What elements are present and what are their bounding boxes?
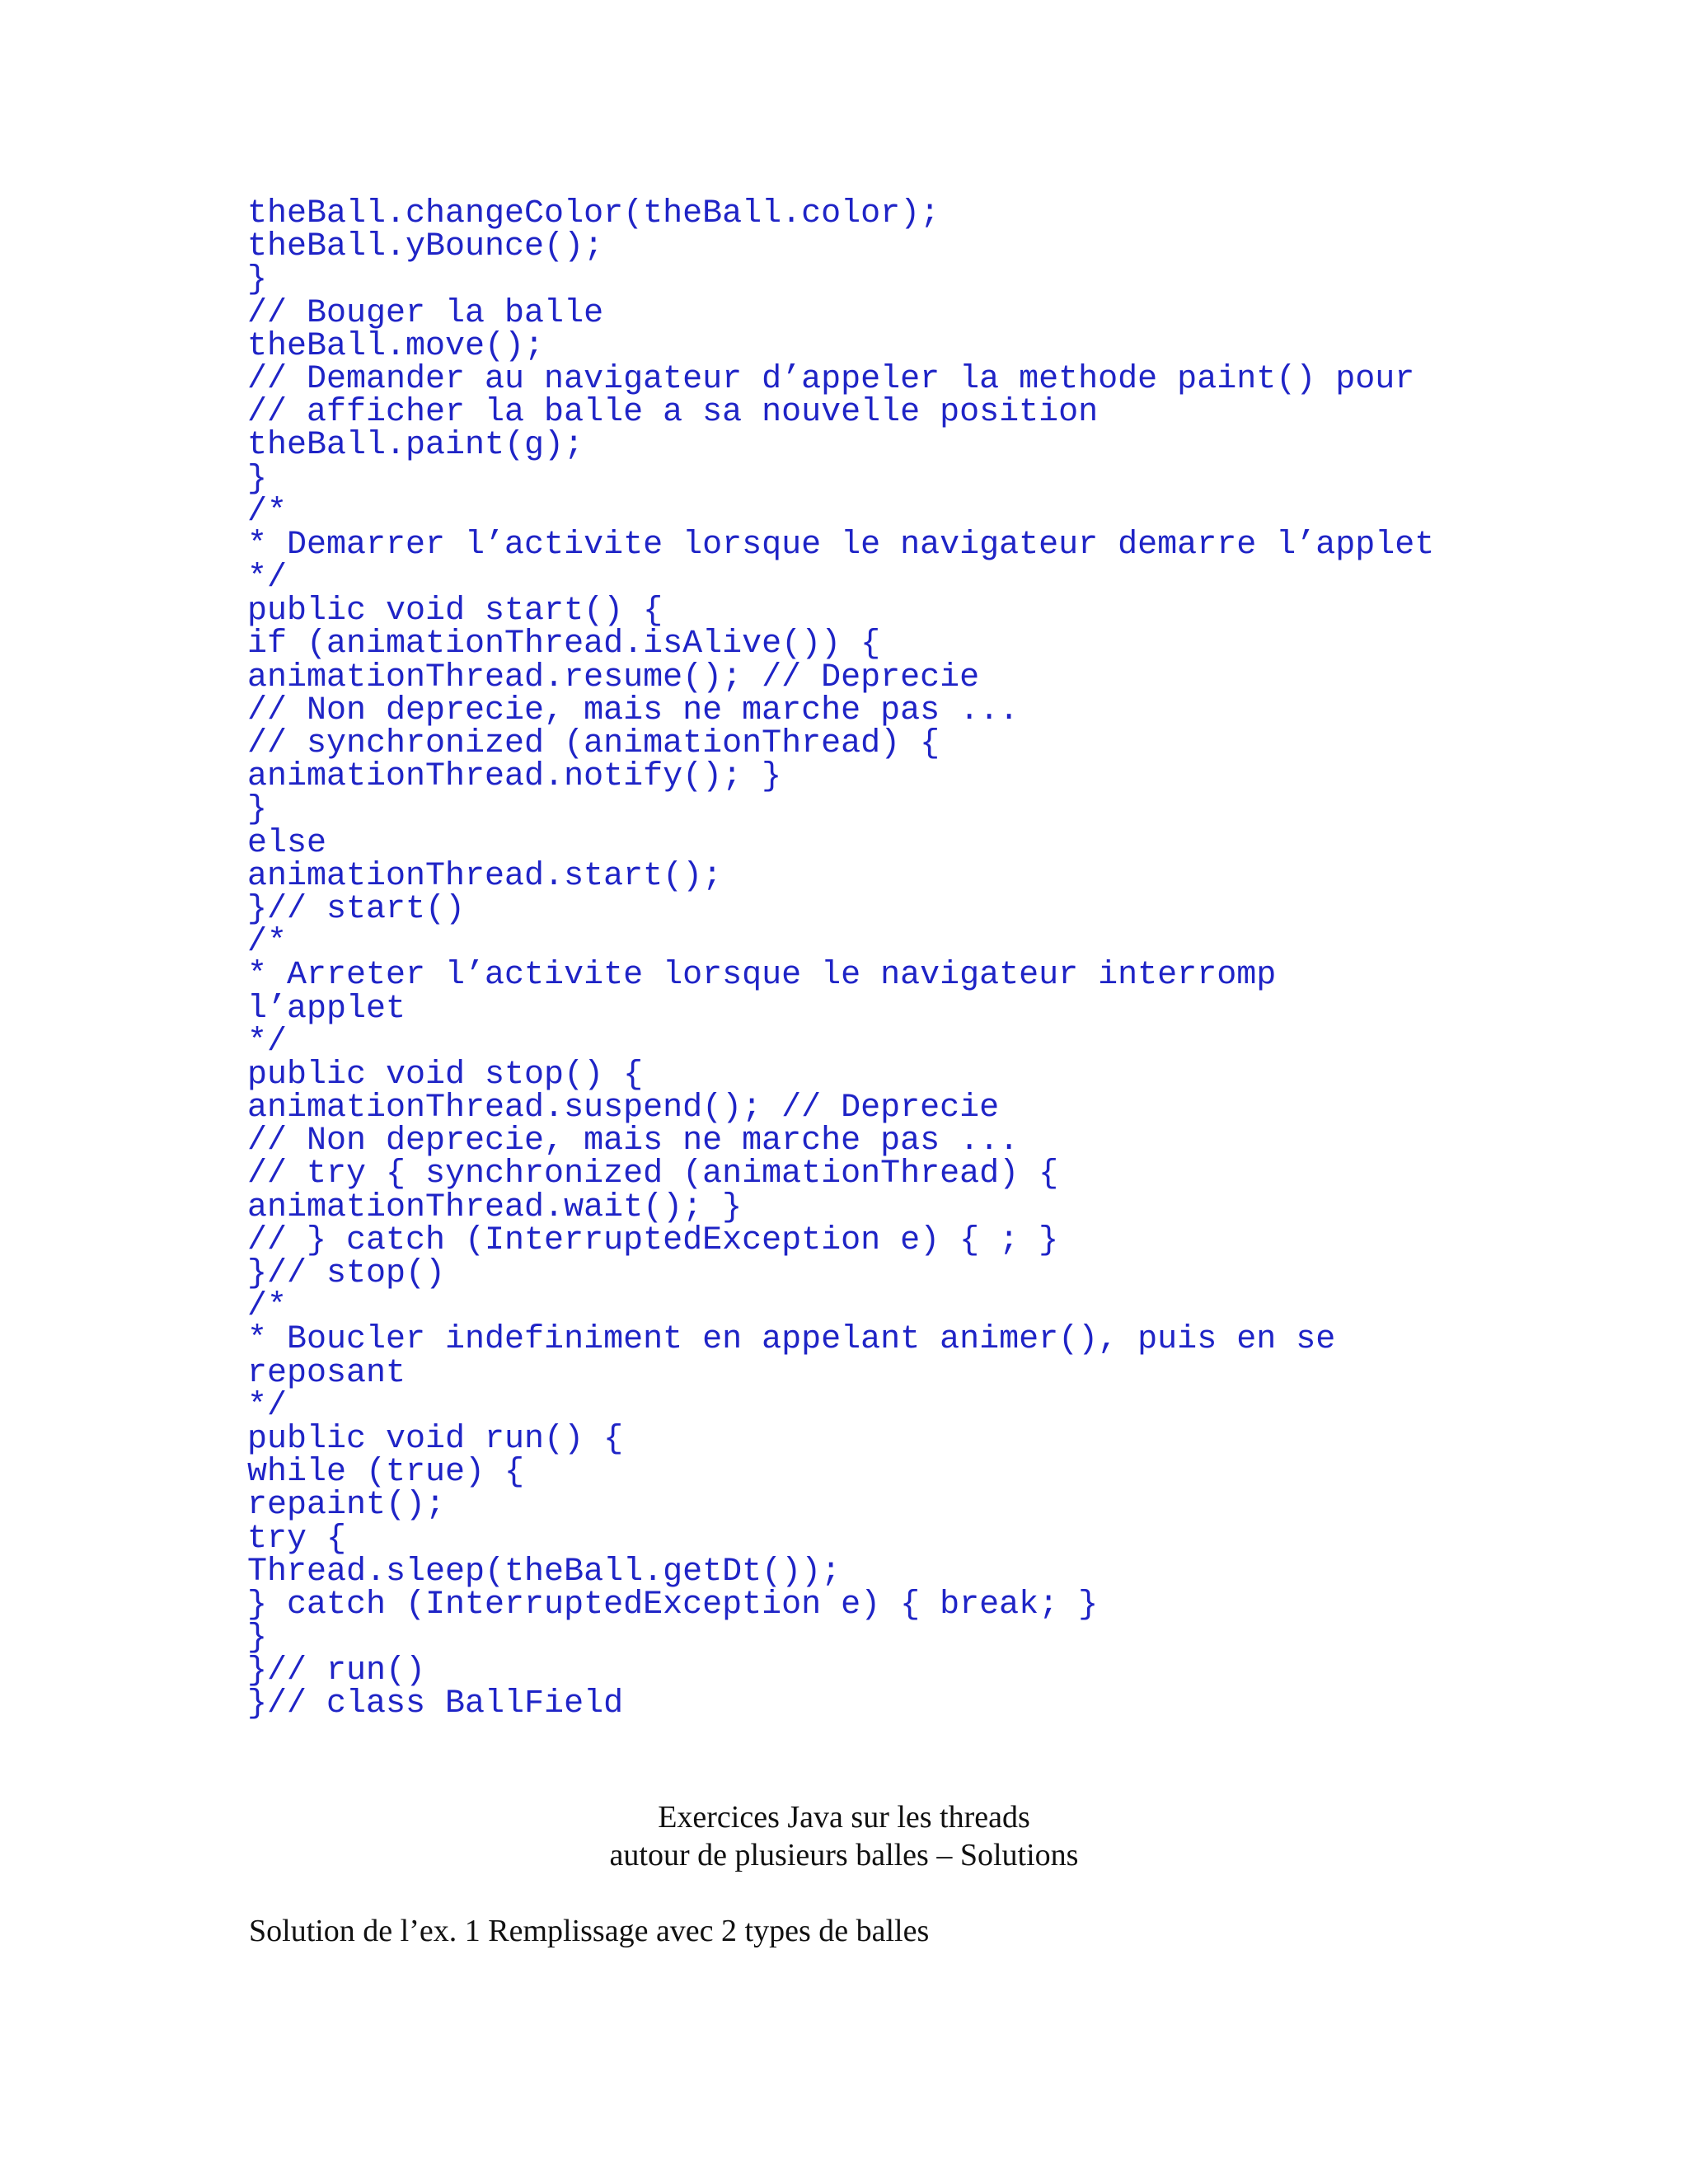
code-line: animationThread.resume(); // Deprecie xyxy=(247,658,980,696)
code-line: // } catch (InterruptedException e) { ; } xyxy=(247,1221,1059,1259)
code-line: } catch (InterruptedException e) { break; } xyxy=(247,1586,1099,1624)
code-listing xyxy=(247,195,1648,1723)
code-line: theBall.move(); xyxy=(247,327,545,365)
code-line: } xyxy=(247,460,268,498)
title-line-1: Exercices Java sur les threads xyxy=(658,1800,1030,1835)
code-line: // Non deprecie, mais ne marche pas ... xyxy=(247,691,1020,729)
code-line: }// class BallField xyxy=(247,1685,624,1723)
code-line: try { xyxy=(247,1520,347,1558)
code-line: } xyxy=(247,261,268,299)
code-line: * Demarrer l’activite lorsque le navigateur demarre l’applet xyxy=(247,526,1435,564)
code-line: while (true) { xyxy=(247,1454,525,1492)
code-line: /* xyxy=(247,924,288,962)
code-line: * Arreter l’activite lorsque le navigateur interromp xyxy=(247,957,1277,995)
code-line: * Boucler indefiniment en appelant animer(), puis en se xyxy=(247,1321,1336,1359)
section-heading: Solution de l’ex. 1 Remplissage avec 2 types de balles xyxy=(249,1914,930,1948)
code-line: */ xyxy=(247,1023,288,1061)
code-line: }// stop() xyxy=(247,1255,446,1292)
code-line: animationThread.start(); xyxy=(247,857,723,895)
title-line-2: autour de plusieurs balles – Solutions xyxy=(609,1838,1079,1872)
code-line: // try { synchronized (animationThread) { xyxy=(247,1155,1059,1193)
code-line: }// run() xyxy=(247,1652,426,1690)
code-line: }// start() xyxy=(247,890,466,928)
code-line: if (animationThread.isAlive()) { xyxy=(247,626,881,663)
code-line: animationThread.suspend(); // Deprecie xyxy=(247,1090,1000,1127)
code-line: } xyxy=(247,1619,268,1657)
code-line: // Bouger la balle xyxy=(247,294,604,332)
code-line: /* xyxy=(247,493,288,531)
code-line: // afficher la balle a sa nouvelle position xyxy=(247,394,1099,432)
code-line: repaint(); xyxy=(247,1487,446,1525)
code-line: } xyxy=(247,791,268,829)
code-line: reposant xyxy=(247,1354,406,1392)
code-line: l’applet xyxy=(247,990,406,1028)
code-line: */ xyxy=(247,560,288,598)
code-line: theBall.changeColor(theBall.color); xyxy=(247,195,940,232)
code-line: // synchronized (animationThread) { xyxy=(247,725,940,762)
code-line: Thread.sleep(theBall.getDt()); xyxy=(247,1553,842,1591)
code-line: // Non deprecie, mais ne marche pas ... xyxy=(247,1122,1020,1160)
code-line: public void run() { xyxy=(247,1420,624,1458)
code-line: animationThread.wait(); } xyxy=(247,1188,743,1226)
code-line: public void start() { xyxy=(247,593,663,630)
code-line: else xyxy=(247,824,327,862)
code-line: /* xyxy=(247,1288,288,1326)
code-line: animationThread.notify(); } xyxy=(247,758,782,796)
code-line: theBall.yBounce(); xyxy=(247,228,604,266)
code-line: */ xyxy=(247,1387,288,1425)
code-line: public void stop() { xyxy=(247,1056,644,1094)
code-line: theBall.paint(g); xyxy=(247,427,584,465)
document-title xyxy=(0,1798,1688,1874)
code-line: // Demander au navigateur d’appeler la methode paint() pour xyxy=(247,360,1415,398)
